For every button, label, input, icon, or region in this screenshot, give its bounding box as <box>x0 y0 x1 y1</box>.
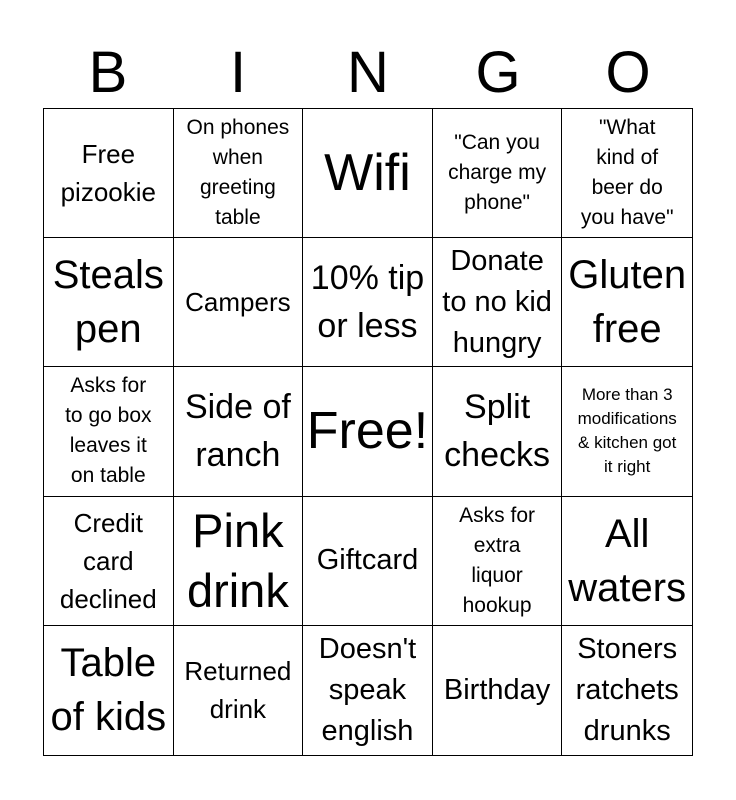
bingo-cell-label: Pink drink <box>186 503 289 617</box>
bingo-cell-r5c1[interactable] <box>44 626 174 755</box>
bingo-cell-label: Credit card declined <box>59 507 157 614</box>
bingo-cell-r4c3[interactable] <box>303 497 433 626</box>
bingo-board <box>43 108 693 756</box>
bingo-cell-label: Side of ranch <box>184 388 291 475</box>
bingo-cell-r3c1[interactable] <box>44 367 174 496</box>
bingo-cell-label: Doesn't speak english <box>318 632 417 747</box>
bingo-cell-r5c2[interactable] <box>174 626 304 755</box>
bingo-cell-r4c1[interactable] <box>44 497 174 626</box>
bingo-cell-label: "What kind of beer do you have" <box>580 116 674 230</box>
bingo-cell-label: Free! <box>306 402 429 461</box>
bingo-header <box>43 38 693 108</box>
bingo-cell-label: Stoners ratchets drunks <box>575 632 679 747</box>
bingo-cell-r1c5[interactable] <box>562 109 692 238</box>
bingo-cell-r2c2[interactable] <box>174 238 304 367</box>
bingo-cell-label: "Can you charge my phone" <box>448 131 547 215</box>
bingo-cell-label: All waters <box>568 511 687 610</box>
bingo-cell-label: Wifi <box>324 144 411 203</box>
bingo-cell-r3c4[interactable] <box>433 367 563 496</box>
bingo-cell-label: Free pizookie <box>60 139 156 208</box>
header-letter-g: G <box>475 40 521 105</box>
bingo-cell-label: Birthday <box>443 673 551 706</box>
bingo-cell-r2c3[interactable] <box>303 238 433 367</box>
bingo-cell-label: Asks for to go box leaves it on table <box>65 374 152 488</box>
header-letter-b: B <box>88 40 128 105</box>
bingo-cell-r1c1[interactable] <box>44 109 174 238</box>
bingo-cell-r5c5[interactable] <box>562 626 692 755</box>
bingo-cell-r1c4[interactable] <box>433 109 563 238</box>
bingo-cell-label: Steals pen <box>52 253 164 352</box>
bingo-cell-r3c2[interactable] <box>174 367 304 496</box>
bingo-cell-label: Gluten free <box>568 253 687 352</box>
bingo-cell-label: Campers <box>185 287 291 318</box>
bingo-cell-label: Donate to no kid hungry <box>442 244 552 359</box>
bingo-cell-label: Split checks <box>444 388 550 475</box>
bingo-cell-r5c4[interactable] <box>433 626 563 755</box>
bingo-cell-label: Returned drink <box>184 656 292 725</box>
header-letter-i: I <box>229 40 247 105</box>
bingo-cell-r2c4[interactable] <box>433 238 563 367</box>
bingo-cell-label: 10% tip or less <box>310 259 425 346</box>
bingo-cell-label: Asks for extra liquor hookup <box>459 503 536 617</box>
bingo-cell-label: Giftcard <box>316 544 419 577</box>
bingo-cell-label: More than 3 modifications & kitchen got it right <box>577 385 677 477</box>
bingo-cell-r3c5[interactable] <box>562 367 692 496</box>
bingo-cell-r4c5[interactable] <box>562 497 692 626</box>
bingo-cell-r1c2[interactable] <box>174 109 304 238</box>
bingo-cell-r4c4[interactable] <box>433 497 563 626</box>
bingo-cell-label: On phones when greeting table <box>186 116 290 230</box>
header-letter-o: O <box>605 40 651 105</box>
bingo-cell-r2c5[interactable] <box>562 238 692 367</box>
bingo-cell-r4c2[interactable] <box>174 497 304 626</box>
bingo-cell-r3c3[interactable] <box>303 367 433 496</box>
bingo-cell-r1c3[interactable] <box>303 109 433 238</box>
bingo-cell-r5c3[interactable] <box>303 626 433 755</box>
bingo-cell-r2c1[interactable] <box>44 238 174 367</box>
header-letter-n: N <box>347 40 389 105</box>
bingo-cell-label: Table of kids <box>50 641 167 740</box>
